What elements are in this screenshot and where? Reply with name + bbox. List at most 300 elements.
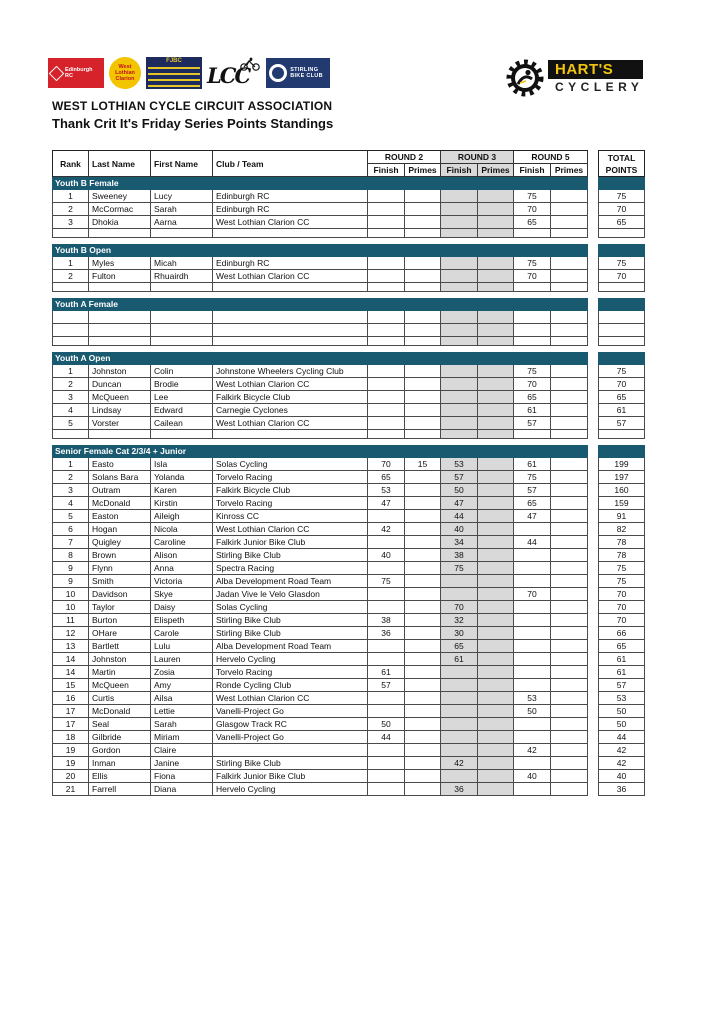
- cell: [405, 757, 441, 770]
- cell: [551, 718, 588, 731]
- cell: [405, 283, 441, 292]
- table-row: [52, 484, 645, 497]
- cell: [551, 705, 588, 718]
- cell: 44: [441, 510, 478, 523]
- section-title: Senior Female Cat 2/3/4 + Junior: [52, 445, 588, 458]
- cell: [405, 575, 441, 588]
- cell: Skye: [151, 588, 213, 601]
- total-cell: 44: [598, 731, 645, 744]
- cell: West Lothian Clarion CC: [213, 216, 368, 229]
- section: [52, 298, 645, 346]
- section-header-row: [52, 298, 645, 311]
- cell: [368, 744, 405, 757]
- table-row: [52, 404, 645, 417]
- cell: Glasgow Track RC: [213, 718, 368, 731]
- table-row: [52, 744, 645, 757]
- lcc-logo: [207, 57, 251, 89]
- cell: 20: [53, 770, 89, 783]
- cell: [514, 653, 551, 666]
- total-cell: 75: [598, 575, 645, 588]
- row-main: [52, 391, 588, 404]
- cell: [551, 757, 588, 770]
- cell: [514, 523, 551, 536]
- table-row: [52, 378, 645, 391]
- cell: 10: [53, 588, 89, 601]
- col-header-r3-finish: Finish: [441, 164, 478, 177]
- cell: 61: [514, 458, 551, 471]
- cell: [368, 770, 405, 783]
- cell: 5: [53, 417, 89, 430]
- cell: 57: [441, 471, 478, 484]
- cell: [551, 588, 588, 601]
- west-lothian-clarion-logo: [109, 57, 141, 89]
- cell: [441, 391, 478, 404]
- row-main: [52, 536, 588, 549]
- cell: [441, 744, 478, 757]
- row-main: [52, 417, 588, 430]
- harts-name: HART'S: [548, 60, 643, 79]
- row-main: [52, 510, 588, 523]
- cell: [478, 731, 514, 744]
- row-main: [52, 497, 588, 510]
- cell: [405, 588, 441, 601]
- cell: [441, 575, 478, 588]
- cell: [89, 229, 151, 238]
- cell: [551, 391, 588, 404]
- cell: [368, 203, 405, 216]
- section-header-row: [52, 177, 645, 190]
- cell: 11: [53, 614, 89, 627]
- cell: 6: [53, 523, 89, 536]
- section-total-band: [598, 177, 645, 190]
- cell: [368, 510, 405, 523]
- gap: [588, 471, 598, 484]
- cell: 19: [53, 757, 89, 770]
- table-row: [52, 523, 645, 536]
- cell: [551, 640, 588, 653]
- cell: [368, 391, 405, 404]
- gap: [588, 417, 598, 430]
- cell: Claire: [151, 744, 213, 757]
- table-row: [52, 575, 645, 588]
- cell: [368, 417, 405, 430]
- total-cell: 70: [598, 588, 645, 601]
- cell: [551, 270, 588, 283]
- cell: Stirling Bike Club: [213, 627, 368, 640]
- cell: [441, 203, 478, 216]
- cell: [405, 783, 441, 796]
- total-cell: 36: [598, 783, 645, 796]
- cell: [514, 679, 551, 692]
- gap: [588, 484, 598, 497]
- cell: 40: [514, 770, 551, 783]
- cell: [551, 430, 588, 439]
- cell: [89, 283, 151, 292]
- col-header-r2-finish: Finish: [368, 164, 405, 177]
- cell: Myles: [89, 257, 151, 270]
- cell: [478, 203, 514, 216]
- edinburgh-diamond-icon: [49, 65, 65, 81]
- section: [52, 244, 645, 292]
- gap: [588, 378, 598, 391]
- table-row: [52, 270, 645, 283]
- cell: [514, 627, 551, 640]
- edinburgh-rc-label: Edinburgh RC: [65, 67, 93, 79]
- cell: 65: [514, 216, 551, 229]
- cell: Stirling Bike Club: [213, 549, 368, 562]
- table-row: [52, 471, 645, 484]
- row-main: [52, 311, 588, 324]
- cell: [441, 283, 478, 292]
- gap: [588, 458, 598, 471]
- cell: [368, 257, 405, 270]
- cell: [441, 718, 478, 731]
- cell: McQueen: [89, 679, 151, 692]
- cell: 65: [514, 391, 551, 404]
- row-main: [52, 458, 588, 471]
- cell: [368, 311, 405, 324]
- gap: [588, 666, 598, 679]
- cell: [213, 337, 368, 346]
- edinburgh-rc-logo: [48, 58, 104, 88]
- cell: [368, 270, 405, 283]
- cell: Fulton: [89, 270, 151, 283]
- cell: [478, 378, 514, 391]
- cell: Caroline: [151, 536, 213, 549]
- gap: [588, 203, 598, 216]
- cell: McCormac: [89, 203, 151, 216]
- cell: [405, 311, 441, 324]
- cell: [405, 666, 441, 679]
- row-main: [52, 324, 588, 337]
- cell: 65: [441, 640, 478, 653]
- cell: [441, 679, 478, 692]
- cell: [368, 692, 405, 705]
- fjbc-logo: [146, 57, 202, 89]
- gap: [588, 744, 598, 757]
- west-lothian-clarion-label: West Lothian Clarion: [115, 64, 135, 82]
- total-cell: 91: [598, 510, 645, 523]
- total-cell: 61: [598, 666, 645, 679]
- row-main: [52, 270, 588, 283]
- cell: Spectra Racing: [213, 562, 368, 575]
- row-main: [52, 653, 588, 666]
- total-cell: 42: [598, 744, 645, 757]
- cell: [368, 536, 405, 549]
- cell: 38: [441, 549, 478, 562]
- cell: [551, 229, 588, 238]
- cell: [405, 324, 441, 337]
- cell: Outram: [89, 484, 151, 497]
- table-row: [52, 510, 645, 523]
- cell: 36: [368, 627, 405, 640]
- cell: Lucy: [151, 190, 213, 203]
- total-cell: 65: [598, 391, 645, 404]
- cell: 32: [441, 614, 478, 627]
- cell: Lulu: [151, 640, 213, 653]
- cell: 65: [368, 471, 405, 484]
- cell: [441, 229, 478, 238]
- cell: [213, 283, 368, 292]
- row-main: [52, 601, 588, 614]
- cell: [551, 627, 588, 640]
- cell: [151, 337, 213, 346]
- row-main: [52, 666, 588, 679]
- row-main: [52, 640, 588, 653]
- cell: Kinross CC: [213, 510, 368, 523]
- cell: [478, 653, 514, 666]
- cell: Lindsay: [89, 404, 151, 417]
- cell: Alba Development Road Team: [213, 575, 368, 588]
- cell: Hervelo Cycling: [213, 653, 368, 666]
- cell: [368, 653, 405, 666]
- cell: Brown: [89, 549, 151, 562]
- cell: Edinburgh RC: [213, 257, 368, 270]
- cell: Edward: [151, 404, 213, 417]
- gap: [588, 244, 598, 257]
- table-row: [52, 257, 645, 270]
- cell: 1: [53, 257, 89, 270]
- cell: [368, 783, 405, 796]
- gap: [588, 257, 598, 270]
- cell: 9: [53, 575, 89, 588]
- cell: [551, 458, 588, 471]
- cell: Aarna: [151, 216, 213, 229]
- cell: [405, 653, 441, 666]
- total-cell: 197: [598, 471, 645, 484]
- cell: [514, 718, 551, 731]
- section-title: Youth B Open: [52, 244, 588, 257]
- gap: [588, 523, 598, 536]
- total-cell: 53: [598, 692, 645, 705]
- harts-wordmark: [548, 60, 643, 96]
- gap: [588, 391, 598, 404]
- col-header-rank: Rank: [53, 151, 89, 177]
- cell: [478, 484, 514, 497]
- cell: Solans Bara: [89, 471, 151, 484]
- row-main: [52, 575, 588, 588]
- cell: [478, 718, 514, 731]
- cell: 47: [368, 497, 405, 510]
- cell: Kirstin: [151, 497, 213, 510]
- cell: [405, 679, 441, 692]
- cell: [478, 757, 514, 770]
- cell: [441, 404, 478, 417]
- cell: Gilbride: [89, 731, 151, 744]
- section-title: Youth A Female: [52, 298, 588, 311]
- cell: [405, 484, 441, 497]
- cell: Janine: [151, 757, 213, 770]
- empty-row: [52, 283, 645, 292]
- total-cell: 159: [598, 497, 645, 510]
- table-row: [52, 653, 645, 666]
- cell: [551, 536, 588, 549]
- cell: Carnegie Cyclones: [213, 404, 368, 417]
- cell: 44: [514, 536, 551, 549]
- cell: [405, 430, 441, 439]
- cell: [405, 549, 441, 562]
- cell: 2: [53, 270, 89, 283]
- row-main: [52, 203, 588, 216]
- cell: [405, 203, 441, 216]
- cell: Carole: [151, 627, 213, 640]
- total-cell: 75: [598, 190, 645, 203]
- cell: [53, 324, 89, 337]
- cell: Lauren: [151, 653, 213, 666]
- cell: Diana: [151, 783, 213, 796]
- cell: Anna: [151, 562, 213, 575]
- cell: Burton: [89, 614, 151, 627]
- cell: [551, 601, 588, 614]
- cell: Torvelo Racing: [213, 497, 368, 510]
- cell: 5: [53, 510, 89, 523]
- cell: [478, 391, 514, 404]
- cell: Solas Cycling: [213, 601, 368, 614]
- cell: Brodie: [151, 378, 213, 391]
- row-main: [52, 731, 588, 744]
- col-header-total-points: TOTAL POINTS: [598, 150, 645, 177]
- cell: 8: [53, 549, 89, 562]
- cell: [405, 744, 441, 757]
- cell: [478, 549, 514, 562]
- cell: OHare: [89, 627, 151, 640]
- cell: [405, 257, 441, 270]
- row-main: [52, 588, 588, 601]
- cell: [368, 216, 405, 229]
- cell: [405, 365, 441, 378]
- cell: [478, 311, 514, 324]
- table-row: [52, 497, 645, 510]
- cell: [89, 324, 151, 337]
- col-header-last-name: Last Name: [89, 151, 151, 177]
- cell: 40: [368, 549, 405, 562]
- row-main: [52, 562, 588, 575]
- cell: 15: [53, 679, 89, 692]
- cell: 17: [53, 718, 89, 731]
- cell: [441, 770, 478, 783]
- cell: [551, 497, 588, 510]
- cell: 38: [368, 614, 405, 627]
- gap: [588, 229, 598, 238]
- cell: [514, 430, 551, 439]
- table-row: [52, 783, 645, 796]
- cell: 57: [368, 679, 405, 692]
- cell: [405, 190, 441, 203]
- cell: Flynn: [89, 562, 151, 575]
- section: [52, 445, 645, 796]
- cell: [151, 283, 213, 292]
- section-total-band: [598, 352, 645, 365]
- cell: 1: [53, 458, 89, 471]
- table-row: [52, 614, 645, 627]
- table-row: [52, 216, 645, 229]
- cell: [405, 216, 441, 229]
- cell: [405, 270, 441, 283]
- cell: [441, 257, 478, 270]
- cell: [368, 404, 405, 417]
- cell: [478, 458, 514, 471]
- row-main: [52, 549, 588, 562]
- cell: [514, 731, 551, 744]
- cell: [478, 324, 514, 337]
- cell: [213, 324, 368, 337]
- row-main: [52, 257, 588, 270]
- row-main: [52, 365, 588, 378]
- club-logos-row: [48, 57, 330, 89]
- cell: 9: [53, 562, 89, 575]
- cell: Sarah: [151, 203, 213, 216]
- cell: [514, 640, 551, 653]
- section-header-row: [52, 244, 645, 257]
- row-main: [52, 484, 588, 497]
- cell: Edinburgh RC: [213, 190, 368, 203]
- col-header-r2-primes: Primes: [405, 164, 441, 177]
- cell: [514, 283, 551, 292]
- cell: Martin: [89, 666, 151, 679]
- cell: 70: [514, 378, 551, 391]
- cell: West Lothian Clarion CC: [213, 417, 368, 430]
- cell: 75: [514, 190, 551, 203]
- cell: [405, 692, 441, 705]
- cell: [478, 270, 514, 283]
- cell: Dhokia: [89, 216, 151, 229]
- cell: [405, 562, 441, 575]
- section-title: Youth A Open: [52, 352, 588, 365]
- cell: [151, 324, 213, 337]
- cell: 16: [53, 692, 89, 705]
- cell: 2: [53, 203, 89, 216]
- cell: [441, 337, 478, 346]
- cell: [551, 744, 588, 757]
- empty-row: [52, 430, 645, 439]
- cell: [441, 270, 478, 283]
- row-main: [52, 523, 588, 536]
- cell: [478, 575, 514, 588]
- row-main: [52, 718, 588, 731]
- cell: 2: [53, 378, 89, 391]
- table-row: [52, 640, 645, 653]
- cell: 7: [53, 536, 89, 549]
- cell: 53: [441, 458, 478, 471]
- total-cell: 75: [598, 365, 645, 378]
- row-main: [52, 283, 588, 292]
- cell: [441, 417, 478, 430]
- table-row: [52, 536, 645, 549]
- doc-title: Thank Crit It's Friday Series Points Standings: [52, 116, 334, 131]
- cell: 4: [53, 497, 89, 510]
- gap: [588, 404, 598, 417]
- cell: [405, 536, 441, 549]
- cell: [405, 705, 441, 718]
- gear-icon: [505, 58, 545, 98]
- cell: [478, 365, 514, 378]
- section-total-band: [598, 298, 645, 311]
- gap: [588, 270, 598, 283]
- gap: [588, 614, 598, 627]
- cell: [213, 430, 368, 439]
- table-header-main: [52, 150, 588, 177]
- cell: 42: [441, 757, 478, 770]
- cell: Ailsa: [151, 692, 213, 705]
- cell: [405, 614, 441, 627]
- row-main: [52, 627, 588, 640]
- fjbc-stripes-icon: [148, 67, 200, 87]
- standings-table: [52, 150, 645, 796]
- cell: 4: [53, 404, 89, 417]
- cell: 14: [53, 666, 89, 679]
- gap: [588, 497, 598, 510]
- cell: Easto: [89, 458, 151, 471]
